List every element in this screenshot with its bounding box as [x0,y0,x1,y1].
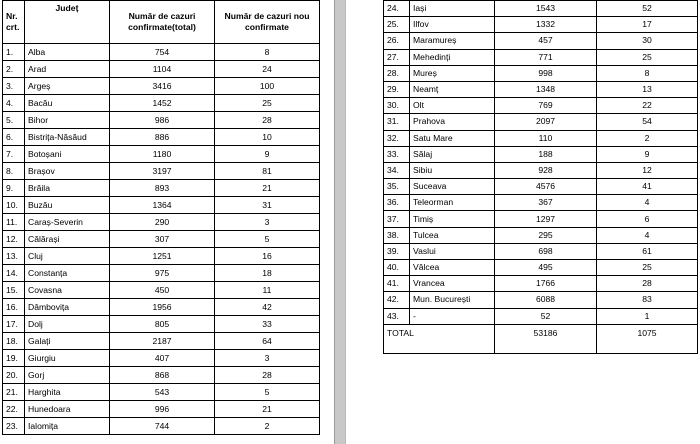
table-row [384,195,698,211]
row-new-confirmed-cell: 11 [215,282,320,299]
row-new-confirmed-cell: 6 [597,211,698,227]
row-new-confirmed-cell: 9 [597,146,698,162]
row-judet-cell: Vâlcea [410,260,495,276]
cases-table-part-1 [2,0,320,435]
row-nr-cell: 13. [3,248,25,265]
row-new-confirmed-cell: 4 [597,195,698,211]
row-judet-cell: Hunedoara [25,401,110,418]
row-confirmed-total-cell: 457 [495,33,597,49]
row-confirmed-total-cell: 975 [110,265,215,282]
row-judet-cell: Olt [410,98,495,114]
row-judet-cell: Dolj [25,316,110,333]
row-nr-cell: 25. [384,17,410,33]
row-confirmed-total-cell: 1543 [495,1,597,17]
row-new-confirmed-cell: 24 [215,61,320,78]
row-new-confirmed-cell: 81 [215,163,320,180]
row-judet-cell: Mun. București [410,292,495,308]
row-confirmed-total-cell: 893 [110,180,215,197]
row-new-confirmed-cell: 5 [215,384,320,401]
row-nr-cell: 24. [384,1,410,17]
row-confirmed-total-cell: 495 [495,260,597,276]
row-new-confirmed-cell: 30 [597,33,698,49]
row-new-confirmed-cell: 9 [215,146,320,163]
row-nr-cell: 41. [384,276,410,292]
table-row [384,33,698,49]
row-judet-cell: Brăila [25,180,110,197]
row-judet-cell: Neamț [410,81,495,97]
row-nr-cell: 21. [3,384,25,401]
row-confirmed-total-cell: 52 [495,308,597,324]
row-confirmed-total-cell: 868 [110,367,215,384]
row-judet-cell: Covasna [25,282,110,299]
table-row [3,316,320,333]
row-nr-cell: 36. [384,195,410,211]
row-new-confirmed-cell: 21 [215,401,320,418]
row-confirmed-total-cell: 1180 [110,146,215,163]
table-row [3,44,320,61]
row-judet-cell: Giurgiu [25,350,110,367]
total-row [384,324,698,353]
table-row [3,333,320,350]
row-judet-cell: Argeș [25,78,110,95]
row-confirmed-total-cell: 1956 [110,299,215,316]
row-nr-cell: 28. [384,65,410,81]
row-nr-cell: 16. [3,299,25,316]
row-new-confirmed-cell: 25 [215,95,320,112]
row-new-confirmed-cell: 10 [215,129,320,146]
table-row [384,65,698,81]
row-confirmed-total-cell: 769 [495,98,597,114]
table-row [384,17,698,33]
row-new-confirmed-cell: 1 [597,308,698,324]
row-confirmed-total-cell: 1297 [495,211,597,227]
table-row [3,384,320,401]
row-confirmed-total-cell: 2187 [110,333,215,350]
table-row [384,308,698,324]
row-new-confirmed-cell: 28 [215,112,320,129]
row-confirmed-total-cell: 450 [110,282,215,299]
header-new-confirmed: Număr de cazuri nou confirmate [215,1,320,44]
row-confirmed-total-cell: 307 [110,231,215,248]
row-confirmed-total-cell: 928 [495,162,597,178]
row-nr-cell: 26. [384,33,410,49]
table-header-row [3,1,320,44]
row-nr-cell: 17. [3,316,25,333]
row-judet-cell: Harghita [25,384,110,401]
row-nr-cell: 23. [3,418,25,435]
row-judet-cell: Călărași [25,231,110,248]
row-new-confirmed-cell: 25 [597,260,698,276]
row-new-confirmed-cell: 3 [215,350,320,367]
row-nr-cell: 4. [3,95,25,112]
row-new-confirmed-cell: 28 [215,367,320,384]
row-nr-cell: 30. [384,98,410,114]
row-confirmed-total-cell: 110 [495,130,597,146]
row-new-confirmed-cell: 3 [215,214,320,231]
header-judet: Județ [25,1,110,44]
row-nr-cell: 42. [384,292,410,308]
row-nr-cell: 8. [3,163,25,180]
row-nr-cell: 19. [3,350,25,367]
row-nr-cell: 9. [3,180,25,197]
row-new-confirmed-cell: 12 [597,162,698,178]
table-row [3,95,320,112]
row-new-confirmed-cell: 61 [597,243,698,259]
table-row [384,49,698,65]
row-confirmed-total-cell: 1766 [495,276,597,292]
table-row [3,231,320,248]
row-new-confirmed-cell: 22 [597,98,698,114]
header-confirmed-total: Număr de cazuri confirmate(total) [110,1,215,44]
row-judet-cell: Brașov [25,163,110,180]
row-judet-cell: Teleorman [410,195,495,211]
table-row [3,265,320,282]
row-new-confirmed-cell: 4 [597,227,698,243]
row-confirmed-total-cell: 367 [495,195,597,211]
total-confirmed-cell: 53186 [495,324,597,353]
table-row [3,61,320,78]
row-nr-cell: 34. [384,162,410,178]
row-new-confirmed-cell: 18 [215,265,320,282]
total-new-confirmed-cell: 1075 [597,324,698,353]
table-row [3,129,320,146]
row-judet-cell: Cluj [25,248,110,265]
row-judet-cell: Mehedinți [410,49,495,65]
row-judet-cell: Galați [25,333,110,350]
row-confirmed-total-cell: 2097 [495,114,597,130]
table-row [3,299,320,316]
row-nr-cell: 18. [3,333,25,350]
table-row [3,214,320,231]
row-judet-cell: Bistrița-Năsăud [25,129,110,146]
row-nr-cell: 15. [3,282,25,299]
row-judet-cell: Buzău [25,197,110,214]
row-new-confirmed-cell: 8 [597,65,698,81]
table-row [3,146,320,163]
row-new-confirmed-cell: 21 [215,180,320,197]
row-new-confirmed-cell: 31 [215,197,320,214]
row-confirmed-total-cell: 6088 [495,292,597,308]
row-judet-cell: Suceava [410,179,495,195]
row-judet-cell: Maramureș [410,33,495,49]
table-row [384,179,698,195]
row-nr-cell: 14. [3,265,25,282]
row-new-confirmed-cell: 8 [215,44,320,61]
row-nr-cell: 27. [384,49,410,65]
row-judet-cell: Tulcea [410,227,495,243]
table-row [384,243,698,259]
row-nr-cell: 37. [384,211,410,227]
row-judet-cell: Vaslui [410,243,495,259]
cases-table-part-2 [383,0,698,354]
row-confirmed-total-cell: 805 [110,316,215,333]
row-nr-cell: 22. [3,401,25,418]
table-row [384,81,698,97]
row-confirmed-total-cell: 4576 [495,179,597,195]
row-nr-cell: 35. [384,179,410,195]
table-row [384,292,698,308]
table-row [384,146,698,162]
table-row [384,227,698,243]
table-row [3,180,320,197]
table-row [384,260,698,276]
row-judet-cell: Dâmbovița [25,299,110,316]
row-nr-cell: 1. [3,44,25,61]
total-label: TOTAL [384,324,495,353]
row-judet-cell: Alba [25,44,110,61]
row-nr-cell: 10. [3,197,25,214]
table-row [3,248,320,265]
page-gutter [334,0,346,444]
row-confirmed-total-cell: 1104 [110,61,215,78]
row-judet-cell: Bacău [25,95,110,112]
row-confirmed-total-cell: 407 [110,350,215,367]
table-row [384,276,698,292]
row-new-confirmed-cell: 54 [597,114,698,130]
row-confirmed-total-cell: 771 [495,49,597,65]
row-new-confirmed-cell: 16 [215,248,320,265]
row-new-confirmed-cell: 2 [215,418,320,435]
row-confirmed-total-cell: 290 [110,214,215,231]
table-row [384,114,698,130]
row-nr-cell: 5. [3,112,25,129]
row-confirmed-total-cell: 1364 [110,197,215,214]
row-nr-cell: 11. [3,214,25,231]
row-judet-cell: Vrancea [410,276,495,292]
row-nr-cell: 32. [384,130,410,146]
row-confirmed-total-cell: 998 [495,65,597,81]
table-row [3,112,320,129]
row-confirmed-total-cell: 754 [110,44,215,61]
row-judet-cell: Caraș-Severin [25,214,110,231]
row-judet-cell: Ialomița [25,418,110,435]
row-judet-cell: Constanța [25,265,110,282]
row-new-confirmed-cell: 33 [215,316,320,333]
row-judet-cell: Gorj [25,367,110,384]
row-new-confirmed-cell: 13 [597,81,698,97]
row-confirmed-total-cell: 3416 [110,78,215,95]
row-nr-cell: 31. [384,114,410,130]
table-row [3,282,320,299]
row-judet-cell: Iași [410,1,495,17]
row-new-confirmed-cell: 17 [597,17,698,33]
row-judet-cell: Timiș [410,211,495,227]
row-nr-cell: 3. [3,78,25,95]
header-nr: Nr. crt. [3,1,25,44]
row-judet-cell: Ilfov [410,17,495,33]
row-judet-cell: Botoșani [25,146,110,163]
table-row [384,130,698,146]
table-row [3,78,320,95]
row-confirmed-total-cell: 1332 [495,17,597,33]
row-judet-cell: Prahova [410,114,495,130]
row-nr-cell: 39. [384,243,410,259]
table-row [384,162,698,178]
row-nr-cell: 33. [384,146,410,162]
row-new-confirmed-cell: 83 [597,292,698,308]
row-confirmed-total-cell: 996 [110,401,215,418]
row-nr-cell: 43. [384,308,410,324]
row-judet-cell: Bihor [25,112,110,129]
row-confirmed-total-cell: 3197 [110,163,215,180]
table-row [3,401,320,418]
row-nr-cell: 38. [384,227,410,243]
table-row [3,350,320,367]
row-judet-cell: Arad [25,61,110,78]
row-confirmed-total-cell: 886 [110,129,215,146]
row-new-confirmed-cell: 64 [215,333,320,350]
row-new-confirmed-cell: 28 [597,276,698,292]
table-row [384,1,698,17]
row-nr-cell: 2. [3,61,25,78]
table-row [384,211,698,227]
row-confirmed-total-cell: 1452 [110,95,215,112]
row-judet-cell: Sălaj [410,146,495,162]
row-judet-cell: Mureș [410,65,495,81]
row-judet-cell: Satu Mare [410,130,495,146]
row-new-confirmed-cell: 25 [597,49,698,65]
table-row [3,418,320,435]
row-nr-cell: 20. [3,367,25,384]
row-new-confirmed-cell: 42 [215,299,320,316]
row-new-confirmed-cell: 2 [597,130,698,146]
row-confirmed-total-cell: 295 [495,227,597,243]
table-row [3,367,320,384]
row-confirmed-total-cell: 698 [495,243,597,259]
row-nr-cell: 29. [384,81,410,97]
row-nr-cell: 6. [3,129,25,146]
row-new-confirmed-cell: 52 [597,1,698,17]
table-row [3,197,320,214]
row-confirmed-total-cell: 543 [110,384,215,401]
row-confirmed-total-cell: 1348 [495,81,597,97]
row-new-confirmed-cell: 41 [597,179,698,195]
table-row [3,163,320,180]
row-new-confirmed-cell: 100 [215,78,320,95]
row-nr-cell: 7. [3,146,25,163]
row-confirmed-total-cell: 1251 [110,248,215,265]
row-nr-cell: 12. [3,231,25,248]
row-judet-cell: Sibiu [410,162,495,178]
row-nr-cell: 40. [384,260,410,276]
row-new-confirmed-cell: 5 [215,231,320,248]
table-row [384,98,698,114]
row-confirmed-total-cell: 986 [110,112,215,129]
row-judet-cell: - [410,308,495,324]
row-confirmed-total-cell: 744 [110,418,215,435]
row-confirmed-total-cell: 188 [495,146,597,162]
